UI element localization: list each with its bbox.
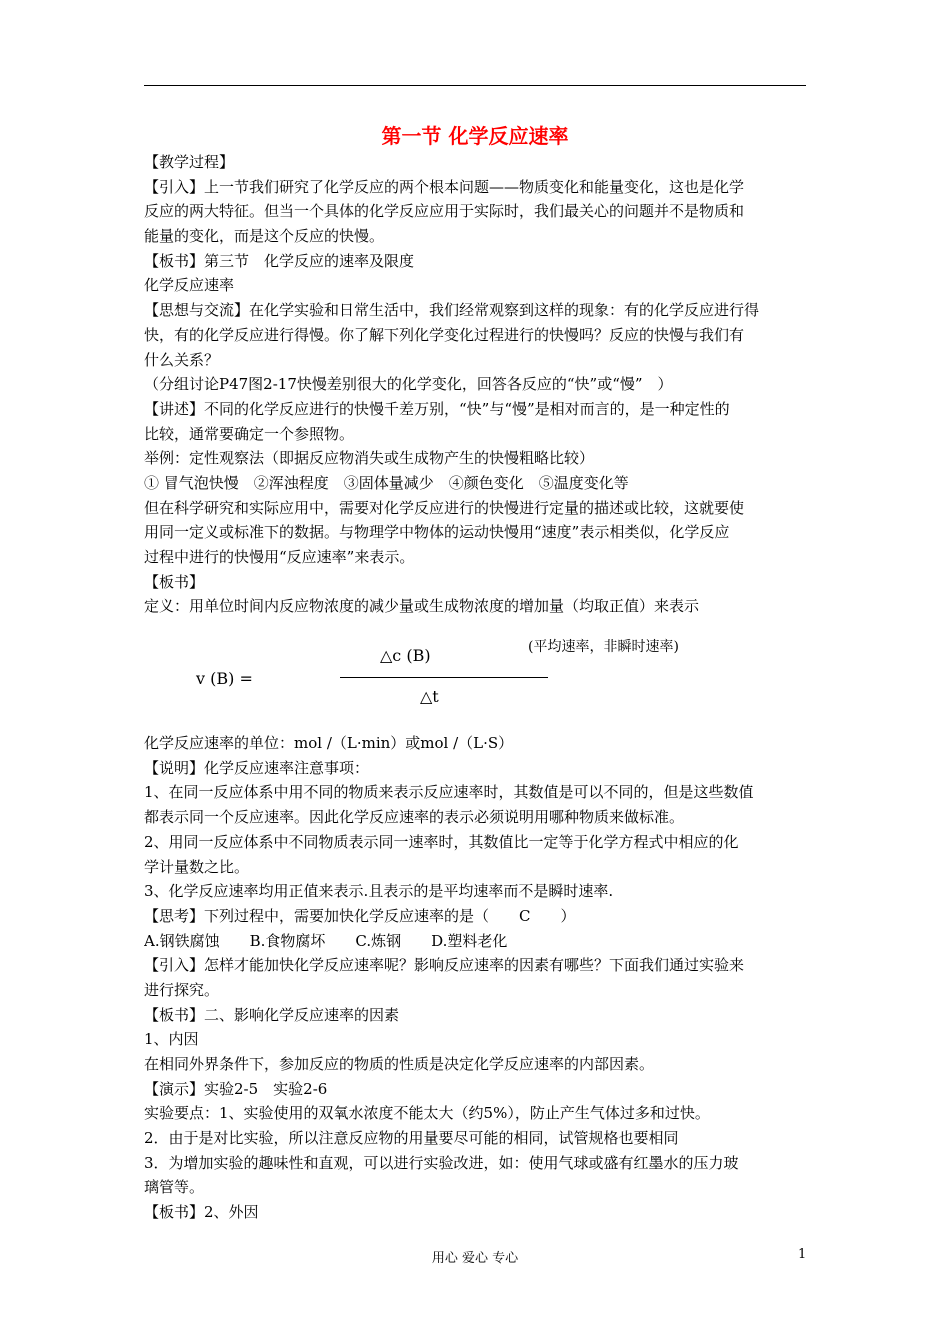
text-line: ① 冒气泡快慢 ②浑浊程度 ③固体量减少 ④颜色变化 ⑤温度变化等 <box>144 473 629 492</box>
text-line: A.钢铁腐蚀 B.食物腐坏 C.炼钢 D.塑料老化 <box>144 931 508 950</box>
text-line: 【思考】下列过程中，需要加快化学反应速率的是（ C ） <box>144 906 576 925</box>
formula-lhs: v (B) = <box>196 669 253 689</box>
rate-formula <box>144 641 808 739</box>
text-line: 【板书】 <box>144 572 205 591</box>
text-line: 【说明】化学反应速率注意事项： <box>144 758 370 777</box>
text-line: 化学反应速率的单位：mol /（L·min）或mol /（L·S） <box>144 734 514 753</box>
text-line: 1、内因 <box>144 1030 199 1049</box>
text-line: 2、用同一反应体系中不同物质表示同一速率时，其数值比一定等于化学方程式中相应的化 <box>144 832 739 851</box>
header-rule <box>144 85 806 86</box>
text-line: 学计量数之比。 <box>144 857 250 876</box>
text-line: 比较，通常要确定一个参照物。 <box>144 424 355 443</box>
text-line: 【板书】第三节 化学反应的速率及限度 <box>144 251 415 270</box>
text-line: 快，有的化学反应进行得慢。你了解下列化学变化过程进行的快慢吗？反应的快慢与我们有 <box>144 325 745 344</box>
text-line: 用同一定义或标准下的数据。与物理学中物体的运动快慢用“速度”表示相类似，化学反应 <box>144 523 730 542</box>
formula-numerator: △c (B) <box>380 646 431 666</box>
text-line: 什么关系？ <box>144 350 220 369</box>
text-line: 进行探究。 <box>144 980 220 999</box>
text-line: 但在科学研究和实际应用中，需要对化学反应进行的快慢进行定量的描述或比较，这就要使 <box>144 498 745 517</box>
document-body <box>144 150 808 1225</box>
text-line: 【教学过程】 <box>144 153 235 171</box>
text-line: 【讲述】不同的化学反应进行的快慢千差万别，“快”与“慢”是相对而言的，是一种定性的 <box>144 399 730 418</box>
text-line: 都表示同一个反应速率。因此化学反应速率的表示必须说明用哪种物质来做标准。 <box>144 808 685 827</box>
text-line: （分组讨论P47图2-17快慢差别很大的化学变化，回答各反应的“快”或“慢” ） <box>144 375 673 394</box>
text-line: 在相同外界条件下，参加反应的物质的性质是决定化学反应速率的内部因素。 <box>144 1055 655 1073</box>
text-line: 【板书】2、外因 <box>144 1203 259 1222</box>
text-line: 反应的两大特征。但当一个具体的化学反应应用于实际时，我们最关心的问题并不是物质和 <box>144 202 745 221</box>
page-title: 第一节 化学反应速率 <box>381 124 569 148</box>
text-line: 能量的变化，而是这个反应的快慢。 <box>144 227 385 246</box>
text-line: 举例：定性观察法（即据反应物消失或生成物产生的快慢粗略比较） <box>144 449 595 468</box>
text-line: 【引入】上一节我们研究了化学反应的两个根本问题——物质变化和能量变化，这也是化学 <box>144 177 745 196</box>
page-number: 1 <box>798 1247 807 1262</box>
text-line: 3、化学反应速率均用正值来表示.且表示的是平均速率而不是瞬时速率. <box>144 882 614 901</box>
text-line: 定义：用单位时间内反应物浓度的减少量或生成物浓度的增加量（均取正值）来表示 <box>144 597 700 616</box>
formula-note: (平均速率，非瞬时速率) <box>528 639 679 656</box>
page-footer: 用心 爱心 专心 <box>431 1251 519 1266</box>
text-line: 【演示】实验2-5 实验2-6 <box>144 1079 328 1098</box>
text-line: 【思想与交流】在化学实验和日常生活中，我们经常观察到这样的现象：有的化学反应进行得 <box>144 301 760 320</box>
text-line: 过程中进行的快慢用“反应速率”来表示。 <box>144 548 415 566</box>
text-line: 实验要点：1、实验使用的双氧水浓度不能太大（约5%），防止产生气体过多和过快。 <box>144 1104 710 1123</box>
text-line: 【板书】二、影响化学反应速率的因素 <box>144 1005 400 1024</box>
fraction-bar <box>340 677 548 678</box>
formula-denominator: △t <box>420 687 439 707</box>
text-line: 【引入】怎样才能加快化学反应速率呢？影响反应速率的因素有哪些？下面我们通过实验来 <box>144 956 745 975</box>
text-line: 璃管等。 <box>144 1178 205 1197</box>
text-line: 化学反应速率 <box>144 276 235 295</box>
text-line: 2．由于是对比实验，所以注意反应物的用量要尽可能的相同，试管规格也要相同 <box>144 1129 679 1148</box>
text-line: 3．为增加实验的趣味性和直观，可以进行实验改进，如：使用气球或盛有红墨水的压力玻 <box>144 1153 739 1172</box>
text-line: 1、在同一反应体系中用不同的物质来表示反应速率时，其数值是可以不同的，但是这些数值 <box>144 783 754 802</box>
